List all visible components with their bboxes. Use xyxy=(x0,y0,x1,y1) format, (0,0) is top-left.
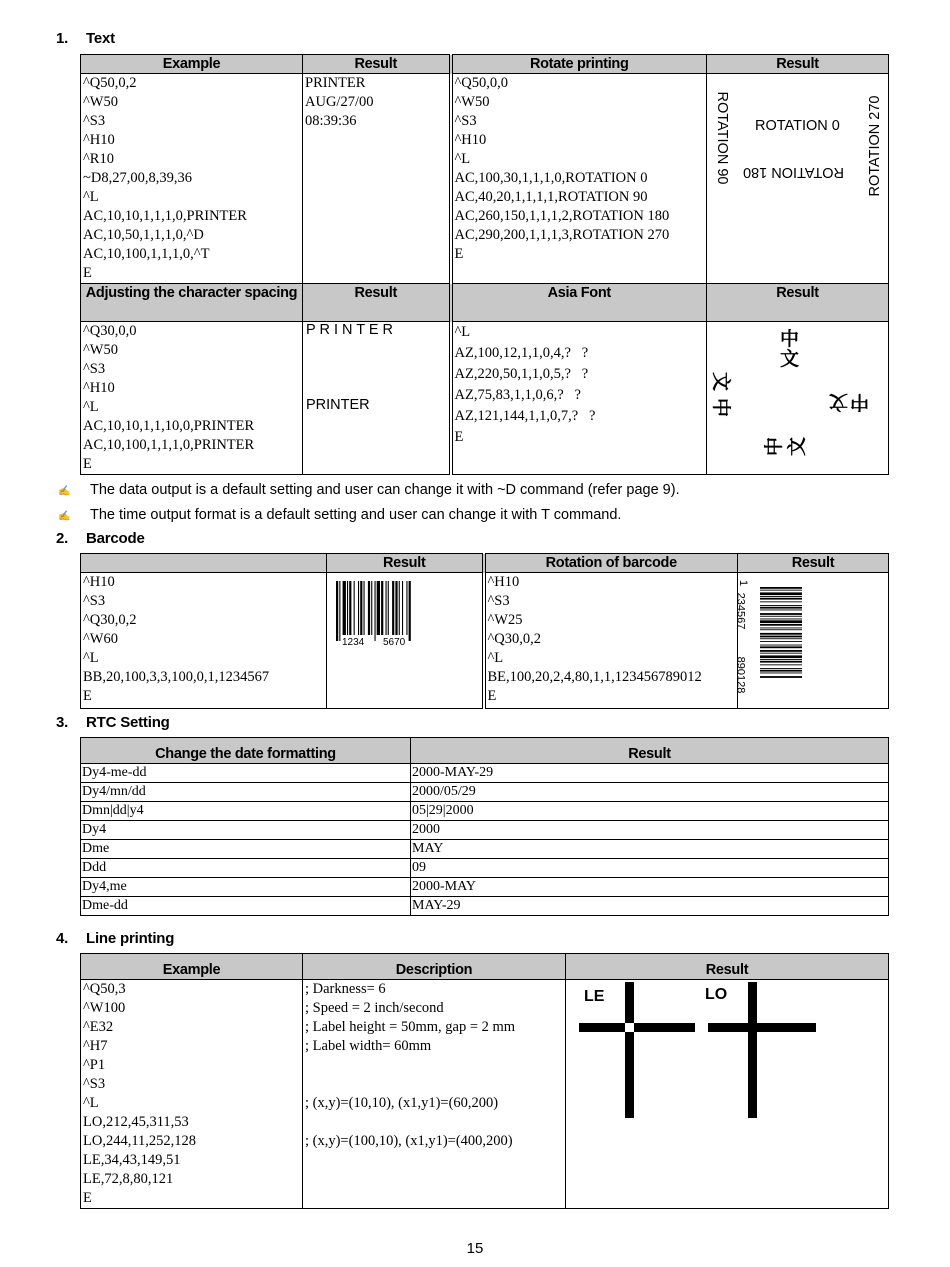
barcode-bar xyxy=(760,646,802,648)
barcode-bar xyxy=(760,619,802,620)
table-row: Dmn|dd|y4 05|29|2000 xyxy=(81,802,889,821)
barcode-digits: 890128 xyxy=(734,656,747,694)
barcode-bar xyxy=(760,628,802,629)
line-result xyxy=(566,980,889,1209)
note-date-output: ✍ The data output is a default setting and user can change it with ~D command (refer page 9). xyxy=(58,482,680,498)
spacing-code: ^Q30,0,0 ^W50 ^S3 ^H10 ^L AC,10,10,1,1,10,0,PRINTER AC,10,100,1,1,1,0,PRINTER E xyxy=(81,322,303,475)
header-description: Description xyxy=(303,954,566,980)
section-heading-text: 1. Text xyxy=(56,30,115,47)
le-vertical-line xyxy=(625,982,634,1118)
text-table xyxy=(80,54,889,475)
barcode-code: ^H10 ^S3 ^Q30,0,2 ^W60 ^L BB,20,100,3,3,100,0,1,1234567 E xyxy=(81,573,327,709)
barcode-bar xyxy=(343,581,346,635)
barcode-bar xyxy=(760,673,802,674)
barcode-bar xyxy=(760,638,802,639)
rotate-result xyxy=(707,74,889,284)
lo-horizontal-line xyxy=(708,1023,816,1032)
barcode-bar xyxy=(402,581,403,635)
barcode-bar xyxy=(364,581,365,635)
header-result: Result xyxy=(327,554,484,573)
barcode-bar xyxy=(406,581,407,635)
barcode-bar xyxy=(760,610,802,611)
le-horizontal-line xyxy=(579,1023,695,1032)
barcode-bar xyxy=(760,641,802,642)
barcode-bar xyxy=(760,596,802,597)
table-row: Dme MAY xyxy=(81,840,889,859)
asia-glyph: 中 xyxy=(710,397,732,418)
line-description: ; Darkness= 6 ; Speed = 2 inch/second ; Label height = 50mm, gap = 2 mm ; Label width= 60mm ; (x,y)=(10,10), (x1,y1)=(60,200) ; (x,y)=(100,10), (x1,y1)=(400,200) xyxy=(303,980,566,1209)
barcode-bar xyxy=(381,581,383,635)
barcode-image xyxy=(336,581,422,641)
rotated-barcode-image xyxy=(760,587,802,705)
header-result: Result xyxy=(566,954,889,980)
barcode-digits: 1234 xyxy=(342,637,365,648)
barcode-bar xyxy=(409,581,411,641)
barcode-bar xyxy=(371,581,372,635)
rtc-table xyxy=(80,737,889,916)
example-result: PRINTER AUG/27/00 08:39:36 xyxy=(303,74,451,284)
table-row: Dy4 2000 xyxy=(81,821,889,840)
rotation-0-text: ROTATION 0 xyxy=(755,118,840,134)
header-example: Example xyxy=(81,55,303,74)
line-printing-table xyxy=(80,953,889,1209)
le-intersection xyxy=(625,1023,634,1032)
table-row: Dy4,me 2000-MAY xyxy=(81,878,889,897)
barcode-bar xyxy=(349,581,351,635)
barcode-digits: 5670 xyxy=(383,637,406,648)
table-row: Ddd 09 xyxy=(81,859,889,878)
barcode-bar xyxy=(760,676,802,678)
page-number: 15 xyxy=(466,1240,484,1257)
header-result: Result xyxy=(707,55,889,74)
barcode-bar xyxy=(760,592,802,595)
table-row: Dme-dd MAY-29 xyxy=(81,897,889,916)
header-result: Result xyxy=(707,284,889,322)
barcode-bar xyxy=(395,581,397,635)
asia-glyph: 中 xyxy=(764,436,786,457)
asia-code: ^L AZ,100,12,1,1,0,4,? ? AZ,220,50,1,1,0,5,? ? AZ,75,83,1,1,0,6,? ? AZ,121,144,1,1,0,7,? ? E xyxy=(451,322,707,475)
example-code: ^Q50,0,2 ^W50 ^S3 ^H10 ^R10 ~D8,27,00,8,39,36 ^L AC,10,10,1,1,1,0,PRINTER AC,10,50,1,1,1,0,^D AC,10,100,1,1,1,0,^T E xyxy=(81,74,303,284)
barcode-bar xyxy=(760,598,802,600)
rotation-180-text: ROTATION 180 xyxy=(743,164,844,180)
asia-glyph: 文 xyxy=(787,436,809,457)
barcode-bar xyxy=(339,581,340,641)
spacing-result-normal: PRINTER xyxy=(306,397,370,413)
barcode-digits: 234567 xyxy=(734,592,747,630)
spacing-result xyxy=(303,322,451,475)
asia-glyph: 中 xyxy=(850,391,870,412)
rotation-270-text: ROTATION 270 xyxy=(867,95,883,197)
label-le: LE xyxy=(584,988,605,1005)
header-result: Result xyxy=(411,738,889,764)
barcode-bar xyxy=(760,620,802,623)
barcode-table xyxy=(80,553,889,709)
header-result: Result xyxy=(303,284,451,322)
header-rotate-printing: Rotate printing xyxy=(451,55,707,74)
barcode-bar xyxy=(760,668,802,669)
header-asia-font: Asia Font xyxy=(451,284,707,322)
barcode-digits: 1 xyxy=(737,579,750,587)
table-row: Dy4/mn/dd 2000/05/29 xyxy=(81,783,889,802)
barcode-bar xyxy=(347,581,348,635)
section-heading-barcode: 2. Barcode xyxy=(56,530,145,547)
barcode-bar xyxy=(760,607,802,609)
barcode-bar xyxy=(354,581,355,635)
barcode-bar xyxy=(760,661,802,663)
header-result: Result xyxy=(303,55,451,74)
rotate-code: ^Q50,0,0 ^W50 ^S3 ^H10 ^L AC,100,30,1,1,1,0,ROTATION 0 AC,40,20,1,1,1,1,ROTATION 90 AC,260,150,1,1,1,2,ROTATION 180 AC,290,200,1,1,1,3,ROTATION 270 E xyxy=(451,74,707,284)
barcode-rotation-result xyxy=(734,573,889,709)
barcode-bar xyxy=(760,653,802,654)
pencil-icon: ✍ xyxy=(58,511,71,522)
barcode-bar xyxy=(760,633,802,635)
barcode-bar xyxy=(392,581,394,635)
barcode-bar xyxy=(760,670,802,672)
header-result: Result xyxy=(738,554,889,573)
asia-glyph: 文 xyxy=(710,371,732,392)
header-spacing: Adjusting the character spacing xyxy=(81,284,303,322)
line-example-code: ^Q50,3 ^W100 ^E32 ^H7 ^P1 ^S3 ^L LO,212,45,311,53 LO,244,11,252,128 LE,34,43,149,51 LE,72,8,80,121 E xyxy=(81,980,303,1209)
barcode-bar xyxy=(358,581,359,635)
barcode-bar xyxy=(760,605,802,606)
note-time-output: ✍ The time output format is a default setting and user can change it with T command. xyxy=(58,507,622,523)
barcode-bar xyxy=(760,664,802,665)
barcode-bar xyxy=(386,581,387,635)
barcode-bar xyxy=(760,616,802,617)
barcode-bar xyxy=(760,629,802,630)
header-blank xyxy=(81,554,327,573)
barcode-bar xyxy=(388,581,389,635)
asia-glyph: 中 xyxy=(780,329,800,350)
barcode-bar xyxy=(760,613,802,615)
lo-vertical-line xyxy=(748,982,757,1118)
header-change-date-format: Change the date formatting xyxy=(81,738,411,764)
header-example: Example xyxy=(81,954,303,980)
asia-glyph: 文 xyxy=(829,391,849,412)
barcode-rotation-code: ^H10 ^S3 ^W25 ^Q30,0,2 ^L BE,100,20,2,4,80,1,1,123456789012 E xyxy=(484,573,738,709)
asia-result xyxy=(707,322,889,475)
label-lo: LO xyxy=(705,986,728,1003)
barcode-bar xyxy=(375,581,376,641)
rotation-90-text: ROTATION 90 xyxy=(714,91,730,185)
barcode-bar xyxy=(760,645,802,646)
section-heading-rtc: 3. RTC Setting xyxy=(56,714,170,731)
barcode-bar xyxy=(760,587,802,589)
barcode-bar xyxy=(760,636,802,638)
barcode-bar xyxy=(760,655,802,658)
barcode-bar xyxy=(360,581,362,635)
barcode-bar xyxy=(368,581,370,635)
section-heading-line-printing: 4. Line printing xyxy=(56,930,175,947)
barcode-bar xyxy=(760,650,802,652)
spacing-result-wide: P R I N T E R xyxy=(306,322,394,338)
header-rotation-of-barcode: Rotation of barcode xyxy=(484,554,738,573)
barcode-bar xyxy=(336,581,338,641)
barcode-result xyxy=(327,573,484,709)
barcode-bar xyxy=(760,624,802,626)
barcode-bar xyxy=(399,581,400,635)
table-row: Dy4-me-dd 2000-MAY-29 xyxy=(81,764,889,783)
pencil-icon: ✍ xyxy=(58,486,71,497)
barcode-bar xyxy=(760,601,802,602)
barcode-bar xyxy=(760,590,802,591)
barcode-bar xyxy=(377,581,380,635)
barcode-bar xyxy=(760,659,802,660)
asia-glyph: 文 xyxy=(780,349,800,370)
